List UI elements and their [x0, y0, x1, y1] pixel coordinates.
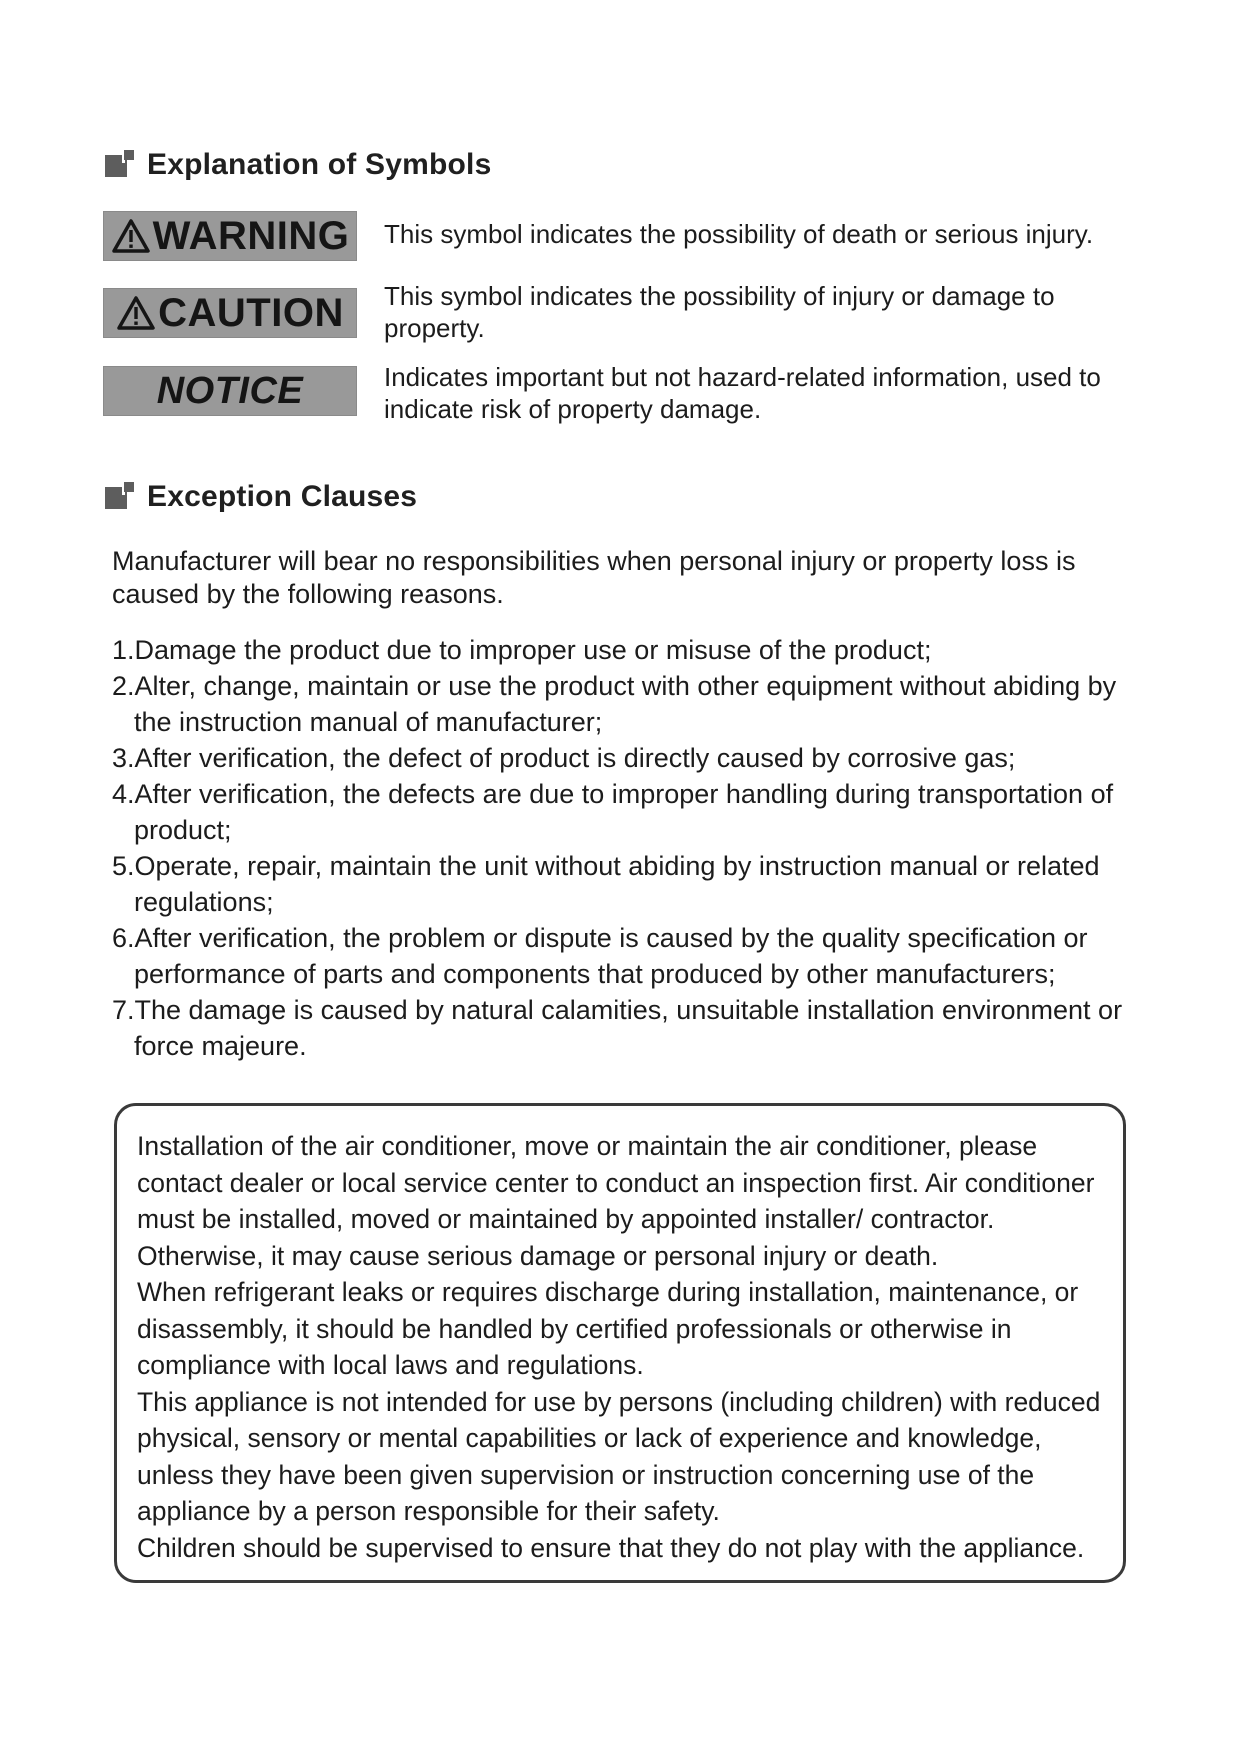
symbols-section-header — [105, 148, 491, 182]
list-item: 6.After verification, the problem or dispute is caused by the quality specification or performance of parts and components that produced by other manufacturers; — [112, 923, 1088, 989]
exceptions-intro: Manufacturer will bear no responsibilities when personal injury or property loss is caused by the following reasons. — [112, 546, 1076, 609]
notice-badge — [103, 366, 357, 416]
notice-paragraph: When refrigerant leaks or requires discharge during installation, maintenance, or disassembly, it should be handled by certified professionals or otherwise in compliance with local laws and regulations. — [137, 1277, 1079, 1380]
list-item: 7.The damage is caused by natural calamities, unsuitable installation environment or force majeure. — [112, 995, 1123, 1061]
warning-badge — [103, 211, 357, 261]
caution-label: CAUTION — [158, 290, 344, 335]
caution-description: This symbol indicates the possibility of injury or damage to property. — [384, 281, 1055, 343]
notice-paragraph: Children should be supervised to ensure that they do not play with the appliance. — [137, 1532, 1085, 1563]
warning-description: This symbol indicates the possibility of death or serious injury. — [384, 219, 1094, 249]
section-marker-icon — [105, 150, 135, 180]
warning-label: WARNING — [152, 213, 350, 258]
exception-clause-list — [112, 632, 1132, 1064]
caution-badge — [103, 288, 357, 338]
warning-triangle-icon — [111, 218, 151, 254]
symbol-row-notice — [103, 361, 1114, 425]
list-item: 1.Damage the product due to improper use or misuse of the product; — [112, 635, 932, 665]
notice-description: Indicates important but not hazard-related information, used to indicate risk of property damage. — [384, 362, 1101, 424]
exceptions-section-header — [105, 480, 417, 514]
warning-triangle-icon — [116, 295, 156, 331]
symbol-row-warning — [103, 211, 1114, 261]
notice-paragraph: This appliance is not intended for use by persons (including children) with reduced physical, sensory or mental capabilities or lack of experience and knowledge, unless they have been given supervision or instruction concerning use of the appliance by a person responsible for their safety. — [137, 1386, 1101, 1526]
list-item: 4.After verification, the defects are due to improper handling during transportation of product; — [112, 779, 1114, 845]
section-marker-icon — [105, 482, 135, 512]
notice-paragraph: Installation of the air conditioner, move or maintain the air conditioner, please contact dealer or local service center to conduct an inspection first. Air conditioner must be installed, moved or maintained by appointed installer/ contractor. Otherwise, it may cause serious damage or personal injury or death. — [137, 1131, 1095, 1271]
symbols-section-title: Explanation of Symbols — [147, 148, 492, 181]
list-item: 5.Operate, repair, maintain the unit without abiding by instruction manual or related regulations; — [112, 851, 1100, 917]
list-item: 2.Alter, change, maintain or use the product with other equipment without abiding by the instruction manual of manufacturer; — [112, 671, 1117, 737]
symbol-row-caution — [103, 280, 1114, 344]
list-item: 3.After verification, the defect of product is directly caused by corrosive gas; — [112, 743, 1016, 773]
exceptions-section-title: Exception Clauses — [147, 480, 418, 513]
safety-notice-box — [114, 1103, 1126, 1583]
notice-label: NOTICE — [156, 369, 304, 412]
